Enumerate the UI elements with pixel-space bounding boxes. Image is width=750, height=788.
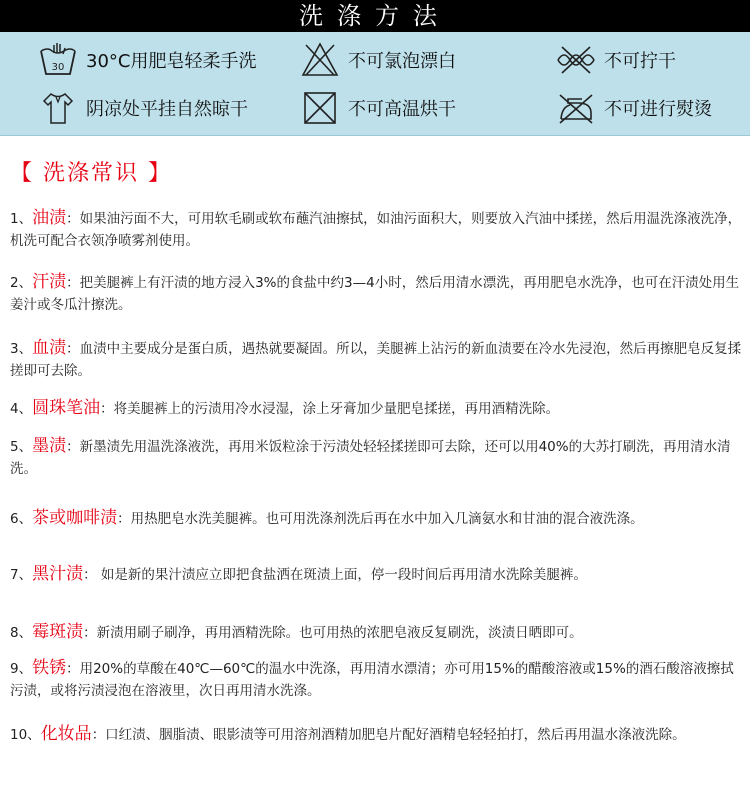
care-label-no-bleach: 不可氯泡漂白: [348, 51, 456, 72]
tip-text: ：口红渍、胭脂渍、眼影渍等可用溶剂酒精加肥皂片配好酒精皂轻轻拍打，然后再用温水涤液洗除。: [91, 727, 686, 743]
tip-number: 2、: [10, 275, 33, 291]
tip-number: 1、: [10, 211, 33, 227]
no-tumble-dry-icon: [300, 89, 340, 127]
care-label-hand-wash: 30°C用肥皂轻柔手洗: [86, 51, 257, 72]
section-title: 【 洗涤常识 】: [10, 161, 172, 186]
svg-text:30: 30: [51, 62, 65, 73]
list-item: [10, 435, 742, 480]
line-dry-shade-icon: [38, 89, 78, 127]
care-label-no-iron: 不可进行熨烫: [604, 99, 712, 120]
tip-keyword: 墨渍: [32, 436, 67, 456]
tip-number: 10、: [10, 727, 41, 743]
list-item: [10, 621, 742, 644]
care-item-line-dry: [38, 88, 248, 128]
tip-keyword: 油渍: [32, 208, 67, 228]
tip-text: ：将美腿裤上的污渍用冷水浸湿，涂上牙膏加少量肥皂揉搓，再用酒精洗除。: [100, 401, 560, 417]
no-iron-icon: [556, 89, 596, 127]
tip-keyword: 茶或咖啡渍: [32, 508, 118, 528]
care-label-no-tumble-dry: 不可高温烘干: [348, 99, 456, 120]
care-item-no-wring: [556, 40, 676, 80]
tip-text: ：新渍用刷子刷净，再用酒精洗除。也可用热的浓肥皂液反复刷洗，淡渍日晒即可。: [83, 625, 583, 641]
tip-keyword: 化妆品: [40, 724, 92, 744]
tip-number: 7、: [10, 567, 33, 583]
header-bar: [0, 0, 750, 32]
list-item: [10, 563, 742, 586]
tip-text: ：用20%的草酸在40℃—60℃的温水中洗涤，再用清水漂清；亦可用15%的醋酸溶液或15%的酒石酸溶液擦拭污渍，或将污渍浸泡在溶液里，次日再用清水洗涤。: [10, 661, 734, 699]
no-bleach-icon: [300, 41, 340, 79]
list-item: [10, 723, 742, 746]
tip-keyword: 霉斑渍: [32, 622, 84, 642]
tip-text: ： 如是新的果汁渍应立即把食盐洒在斑渍上面，停一段时间后再用清水洗除美腿裤。: [83, 567, 587, 583]
tip-number: 5、: [10, 439, 33, 455]
no-wring-icon: [556, 41, 596, 79]
care-item-no-bleach: [300, 40, 456, 80]
tip-text: ：如果油污面不大，可用软毛刷或软布蘸汽油擦拭，如油污面积大，则要放入汽油中揉搓，然后用温洗涤液洗净，机洗可配合衣领净喷雾剂使用。: [10, 211, 742, 249]
tip-keyword: 黑汁渍: [32, 564, 84, 584]
tip-keyword: 圆珠笔油: [32, 398, 101, 418]
list-item: [10, 337, 742, 382]
list-item: [10, 397, 742, 420]
list-item: [10, 657, 742, 702]
list-item: [10, 207, 742, 252]
tip-keyword: 铁锈: [32, 658, 67, 678]
care-label-no-wring: 不可拧干: [604, 51, 676, 72]
tip-text: ：新墨渍先用温洗涤液洗，再用米饭粒涂于污渍处轻轻揉搓即可去除，还可以用40%的大苏打刷洗，再用清水清洗。: [10, 439, 731, 477]
care-label-line-dry: 阴凉处平挂自然晾干: [86, 99, 248, 120]
tip-number: 9、: [10, 661, 33, 677]
tip-keyword: 血渍: [32, 338, 67, 358]
tip-number: 4、: [10, 401, 33, 417]
care-symbols-panel: [0, 32, 750, 136]
care-item-no-iron: [556, 88, 712, 128]
tip-text: ：用热肥皂水洗美腿裤。也可用洗涤剂洗后再在水中加入几滴氨水和甘油的混合液洗涤。: [117, 511, 644, 527]
tip-number: 6、: [10, 511, 33, 527]
page-title: 洗涤方法: [299, 2, 451, 30]
list-item: [10, 507, 742, 530]
tip-number: 8、: [10, 625, 33, 641]
tip-text: ：血渍中主要成分是蛋白质，遇热就要凝固。所以，美腿裤上沾污的新血渍要在冷水先浸泡，然后再擦肥皂反复揉搓即可去除。: [10, 341, 742, 379]
care-item-no-tumble-dry: [300, 88, 456, 128]
tip-keyword: 汗渍: [32, 272, 67, 292]
tip-number: 3、: [10, 341, 33, 357]
care-item-hand-wash: [38, 40, 256, 80]
list-item: [10, 271, 742, 316]
hand-wash-30-icon: [38, 41, 78, 79]
tip-text: ：把美腿裤上有汗渍的地方浸入3%的食盐中约3—4小时，然后用清水漂洗，再用肥皂水洗净，也可在汗渍处用生姜汁或冬瓜汁擦洗。: [10, 275, 740, 313]
